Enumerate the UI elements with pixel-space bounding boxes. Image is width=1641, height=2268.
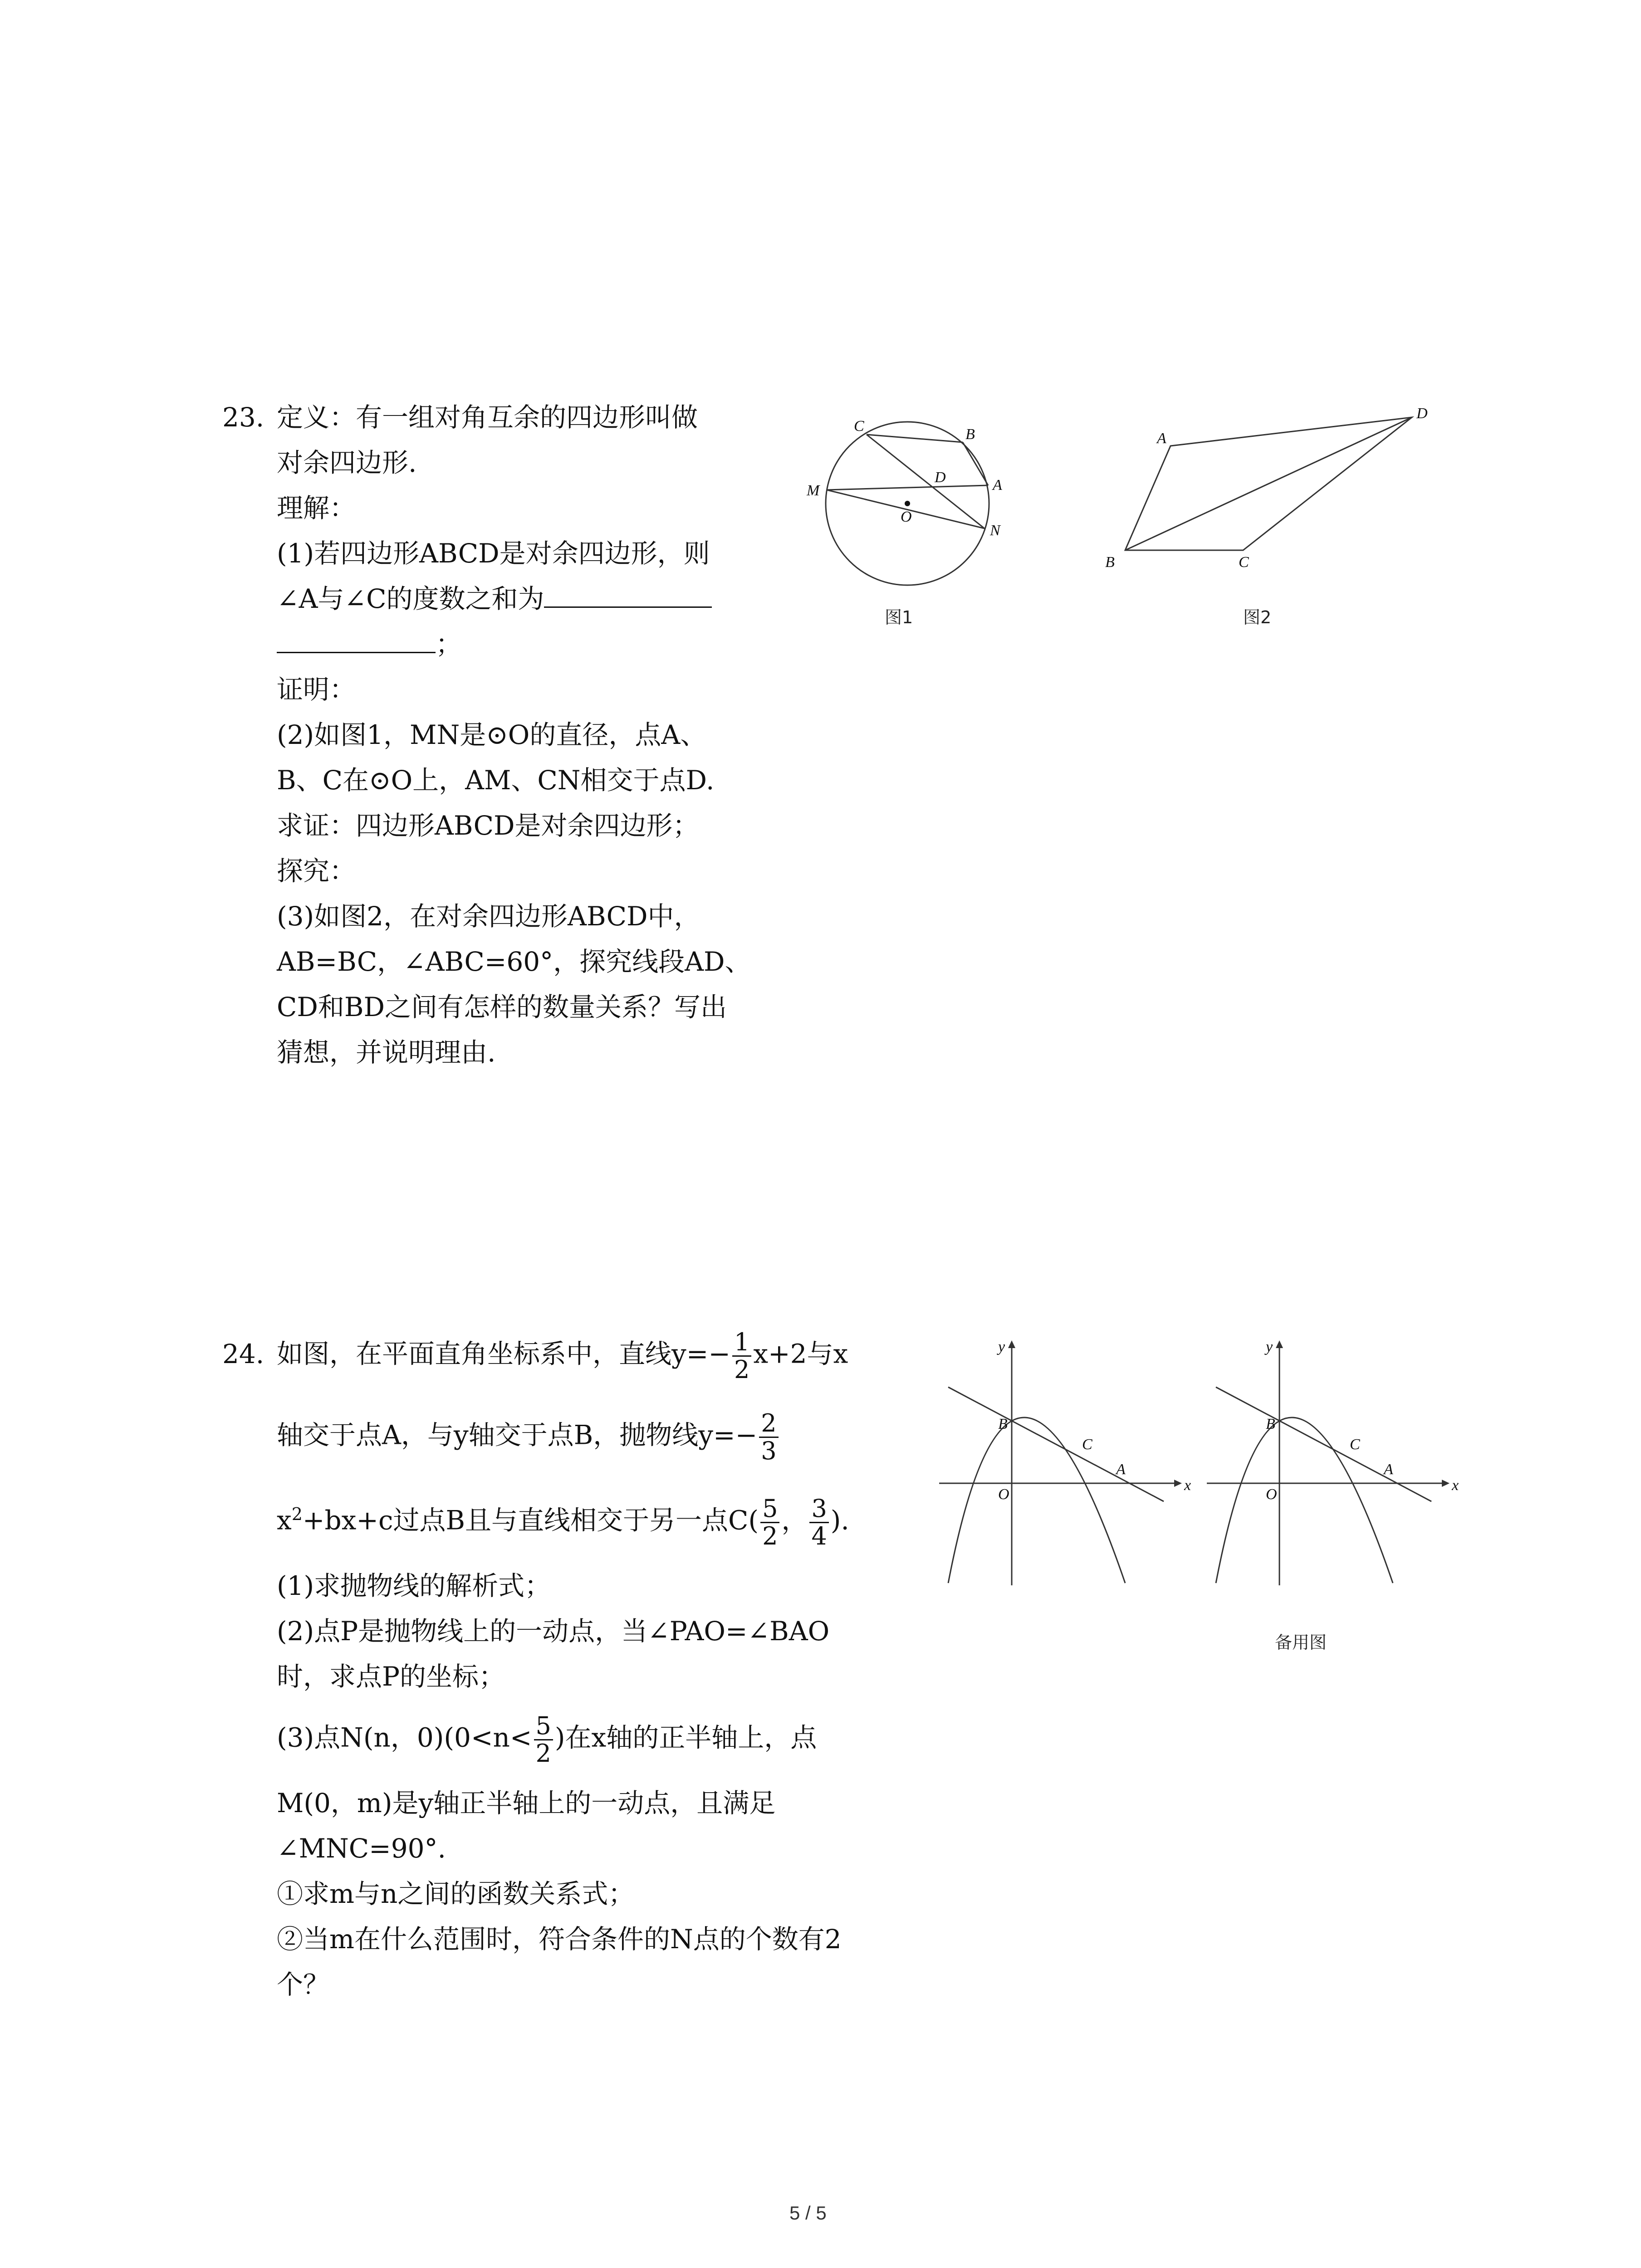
label-o: O	[1266, 1486, 1277, 1503]
segment-ma	[827, 485, 988, 490]
straight-line	[1216, 1387, 1431, 1501]
label-c: C	[1082, 1436, 1092, 1453]
question-number: 23.	[222, 402, 265, 433]
question-number: 24.	[222, 1338, 265, 1369]
segment-ba	[963, 442, 988, 485]
fraction: $\frac{5}{2}$	[534, 1713, 553, 1767]
label-c: C	[1350, 1436, 1360, 1453]
figure-2-caption: 图2	[1243, 607, 1272, 627]
x-axis-arrow	[1442, 1480, 1450, 1487]
label-x: x	[1452, 1477, 1459, 1494]
label-a: A	[1384, 1461, 1393, 1478]
graph-parabola-line	[930, 1334, 1202, 1597]
x-axis-arrow	[1174, 1480, 1182, 1487]
graph-parabola-line-spare	[1198, 1334, 1470, 1597]
label-a: A	[993, 477, 1002, 494]
label-y: y	[1266, 1339, 1273, 1355]
straight-line	[948, 1387, 1164, 1501]
spare-figure-caption: 备用图	[1275, 1633, 1327, 1652]
chord-cb	[867, 435, 963, 442]
label-d: D	[1416, 405, 1428, 422]
label-d: D	[935, 469, 946, 486]
figure-1-circle-diagram	[771, 399, 1025, 608]
answer-blank	[544, 579, 712, 608]
label-n: N	[990, 522, 1000, 539]
label-c: C	[1239, 554, 1249, 571]
fraction: $\frac{2}{3}$	[759, 1410, 778, 1464]
label-x: x	[1184, 1477, 1191, 1494]
label-y: y	[998, 1339, 1005, 1355]
answer-blank-continued	[277, 625, 436, 653]
page-number: 5 / 5	[789, 2202, 827, 2224]
label-a: A	[1157, 430, 1166, 447]
fraction: $\frac{3}{4}$	[809, 1496, 828, 1549]
label-o: O	[998, 1486, 1009, 1503]
label-m: M	[807, 482, 820, 499]
fraction: $\frac{1}{2}$	[732, 1329, 751, 1383]
figure-1-caption: 图1	[885, 607, 913, 627]
question-23-text: 23. 定义：有一组对角互余的四边形叫做 对余四边形. 理解： (1)若四边形ABCD是对余四边形，则 ∠A与∠C的度数之和为 ； 证明： (2)如图1，MN是⊙O的直径，点A、 B、C在⊙O上，AM、CN相交于点D. 求证：四边形ABCD是对余四边形； 探究： (3)如图2，在对余四边形ABCD中， AB=BC，∠ABC=60°，探究线段AD、 CD和BD之间有怎样的数量关系？写出 猜想，并说明理由.	[222, 395, 751, 1075]
label-b: B	[1105, 554, 1115, 571]
label-b: B	[998, 1416, 1008, 1432]
figure-2-quadrilateral	[1089, 399, 1452, 581]
question-24-text: 24. 如图，在平面直角坐标系中，直线y=− $\frac{1}{2}$ x+2与x 轴交于点A，与y轴交于点B，抛物线y=− $\frac{2}{3}$ $x^2+bx+c$过点B且与直线相交于另一点C( $\frac{5}{2}$ ， $\frac{3}{4}$ ). (1)求抛物线的解析式； (2)点P是抛物线上的一动点，当∠PAO=∠BAO 时，求点P的坐标； (3)点N(n，0)(0<n< $\frac{5}{2}$ )在x轴的正半轴上，点 M(0，m)是y轴正半轴上的一动点，且满足 ∠MNC=90°. ①求m与n之间的函数关系式； ②当m在什么范围时，符合条件的N点的个数有2 个？	[222, 1328, 849, 2000]
parabola-curve	[948, 1418, 1125, 1583]
label-b: B	[965, 426, 975, 443]
parabola-curve	[1216, 1418, 1393, 1583]
label-o: O	[901, 508, 912, 525]
fraction: $\frac{5}{2}$	[760, 1496, 779, 1549]
y-axis-arrow	[1276, 1340, 1283, 1348]
y-axis-arrow	[1008, 1340, 1015, 1348]
label-b: B	[1266, 1416, 1275, 1432]
label-c: C	[854, 418, 864, 435]
center-point-o	[905, 501, 910, 506]
label-a: A	[1116, 1461, 1126, 1478]
